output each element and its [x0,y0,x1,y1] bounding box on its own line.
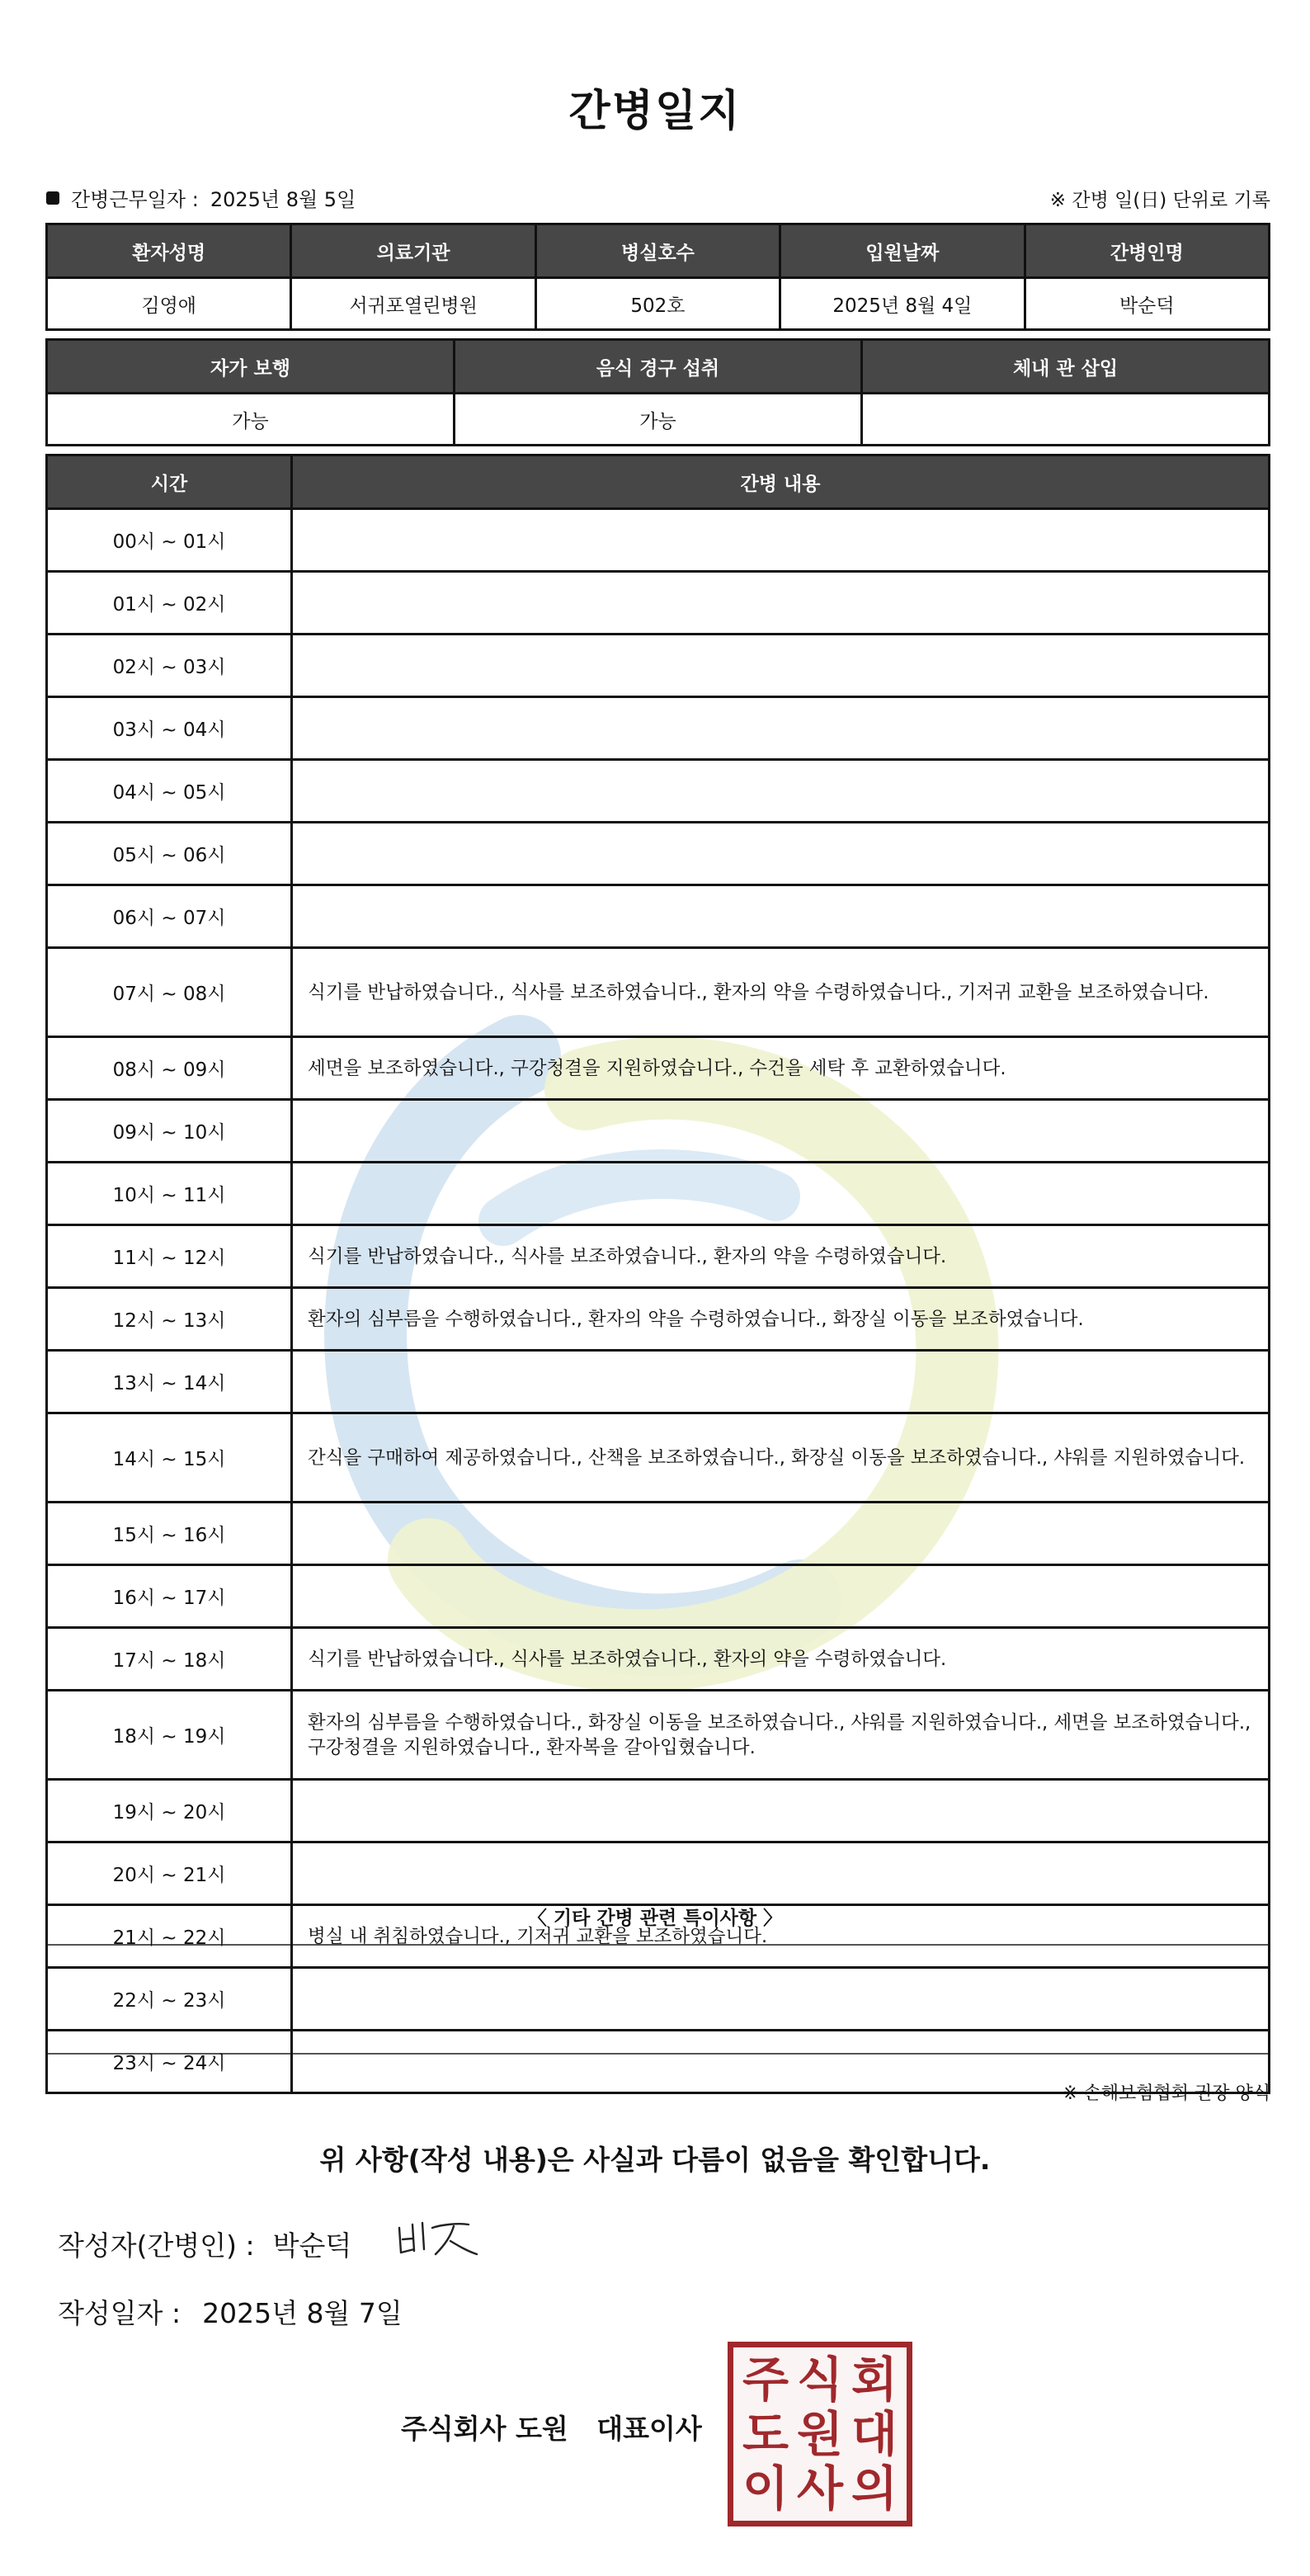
admission-date: 2025년 8월 4일 [780,278,1025,330]
care-log-content [292,1351,1270,1413]
care-log-content [292,1100,1270,1163]
care-log-row [47,697,1270,760]
care-log-time: 22시 ~ 23시 [47,1968,292,2031]
seal-character: 회 [851,2352,898,2408]
care-log-time: 18시 ~ 19시 [47,1691,292,1780]
care-log-time: 16시 ~ 17시 [47,1565,292,1628]
seal-character: 이 [742,2460,789,2517]
header-time: 시간 [47,455,292,509]
care-log-row [47,1565,1270,1628]
header-room: 병실호수 [535,224,780,278]
care-log-time: 04시 ~ 05시 [47,760,292,823]
seal-character: 사 [796,2460,844,2517]
care-log-row [47,1100,1270,1163]
patient-info-table [45,223,1270,331]
care-log-row [47,635,1270,697]
care-log-row [47,760,1270,823]
patient-header-row [47,224,1270,278]
care-log-time: 11시 ~ 12시 [47,1225,292,1288]
care-log-body [47,509,1270,2093]
care-log-row [47,1413,1270,1503]
care-log-time: 01시 ~ 02시 [47,572,292,635]
writer-label: 작성자(간병인) : [58,2229,255,2262]
seal-character: 주 [742,2352,789,2408]
care-log-row [47,572,1270,635]
header-caregiver-name: 간병인명 [1025,224,1269,278]
self-walking-value: 가능 [47,394,455,446]
care-log-time: 12시 ~ 13시 [47,1288,292,1351]
company-seal-stamp [728,2342,912,2526]
care-log-row [47,1288,1270,1351]
handwritten-signature [393,2216,483,2266]
company-representative: 주식회사 도원 대표이사 [401,2413,702,2445]
care-log-row [47,823,1270,885]
care-log-row [47,1842,1270,1905]
patient-value-row [47,278,1270,330]
care-log-time: 06시 ~ 07시 [47,885,292,948]
care-log-content [292,1565,1270,1628]
care-log-content [292,1503,1270,1565]
care-log-content: 환자의 심부름을 수행하였습니다., 화장실 이동을 보조하였습니다., 샤워를 지원하였습니다., 세면을 보조하였습니다., 구강청결을 지원하였습니다., 환자복을 갈아입혔습니다. [292,1691,1270,1780]
care-log-content [292,823,1270,885]
care-log-time: 20시 ~ 21시 [47,1842,292,1905]
care-log-content [292,697,1270,760]
care-log-row [47,1163,1270,1225]
care-log-content: 식기를 반납하였습니다., 식사를 보조하였습니다., 환자의 약을 수령하였습니다. [292,1225,1270,1288]
care-log-content: 세면을 보조하였습니다., 구강청결을 지원하였습니다., 수건을 세탁 후 교환하였습니다. [292,1037,1270,1100]
record-unit-note: ※ 간병 일(日) 단위로 기록 [1049,190,1270,211]
care-log-row [47,1968,1270,2031]
written-date-line [58,2292,403,2331]
care-log-row [47,1503,1270,1565]
care-log-content [292,760,1270,823]
care-log-time: 02시 ~ 03시 [47,635,292,697]
care-log-time: 21시 ~ 22시 [47,1905,292,1968]
ability-header-row [47,340,1270,394]
care-log-row [47,1691,1270,1780]
hospital-name: 서귀포열린병원 [291,278,535,330]
seal-character: 의 [851,2460,898,2517]
care-log-content [292,2031,1270,2093]
care-log-content: 병실 내 취침하였습니다., 기저귀 교환을 보조하였습니다. [292,1905,1270,1968]
care-log-time: 23시 ~ 24시 [47,2031,292,2093]
document-title: 간병일지 [568,87,742,136]
header-patient-name: 환자성명 [47,224,291,278]
care-log-content [292,1780,1270,1842]
care-log-time: 09시 ~ 10시 [47,1100,292,1163]
caregiver-name: 박순덕 [1025,278,1269,330]
work-date-value: 2025년 8월 5일 [210,188,356,211]
header-self-walking: 자가 보행 [47,340,455,394]
care-log-time: 10시 ~ 11시 [47,1163,292,1225]
header-care-content: 간병 내용 [292,455,1270,509]
written-date-label: 작성일자 : [58,2297,181,2329]
care-log-row [47,948,1270,1037]
care-log-content [292,635,1270,697]
care-log-time: 19시 ~ 20시 [47,1780,292,1842]
care-log-row [47,1225,1270,1288]
care-log-row [47,1628,1270,1691]
care-log-time: 00시 ~ 01시 [47,509,292,572]
care-log-time: 17시 ~ 18시 [47,1628,292,1691]
writer-line [58,2225,351,2263]
care-log-time: 14시 ~ 15시 [47,1413,292,1503]
care-log-time: 08시 ~ 09시 [47,1037,292,1100]
remarks-title: 〈 기타 간병 관련 특이사항 〉 [527,1908,783,1929]
care-log-row [47,2031,1270,2093]
header-tube-insertion: 체내 관 삽입 [862,340,1270,394]
care-log-content [292,1968,1270,2031]
care-log-row [47,1351,1270,1413]
care-log-time: 15시 ~ 16시 [47,1503,292,1565]
seal-character: 원 [796,2406,844,2462]
header-admission-date: 입원날짜 [780,224,1025,278]
oral-intake-value: 가능 [455,394,862,446]
written-date-value: 2025년 8월 7일 [202,2297,403,2329]
care-log-time: 03시 ~ 04시 [47,697,292,760]
association-note: ※ 손해보험협회 권장 양식 [1063,2083,1270,2104]
seal-character: 도 [742,2406,789,2462]
writer-name: 박순덕 [272,2229,352,2262]
care-log-row [47,1905,1270,1968]
square-bullet-icon [46,191,59,205]
care-log-content [292,1842,1270,1905]
care-log-content [292,509,1270,572]
care-log-content: 식기를 반납하였습니다., 식사를 보조하였습니다., 환자의 약을 수령하였습니다. [292,1628,1270,1691]
care-log-time: 05시 ~ 06시 [47,823,292,885]
confirmation-statement: 위 사항(작성 내용)은 사실과 다름이 없음을 확인합니다. [319,2144,991,2176]
header-oral-intake: 음식 경구 섭취 [455,340,862,394]
header-hospital: 의료기관 [291,224,535,278]
care-log-content: 환자의 심부름을 수행하였습니다., 환자의 약을 수령하였습니다., 화장실 이동을 보조하였습니다. [292,1288,1270,1351]
tube-insertion-value [862,394,1270,446]
room-number: 502호 [535,278,780,330]
seal-character: 대 [851,2406,898,2462]
care-log-content [292,572,1270,635]
care-log-content: 식기를 반납하였습니다., 식사를 보조하였습니다., 환자의 약을 수령하였습니다., 기저귀 교환을 보조하였습니다. [292,948,1270,1037]
care-log-content [292,885,1270,948]
care-log-row [47,1780,1270,1842]
care-log-content [292,1163,1270,1225]
care-log-row [47,885,1270,948]
work-date [46,183,356,212]
care-log-row [47,1037,1270,1100]
care-log-time: 13시 ~ 14시 [47,1351,292,1413]
care-log-table [45,454,1270,2094]
seal-character: 식 [796,2352,844,2408]
work-date-label: 간병근무일자 : [71,188,199,211]
care-log-header-row [47,455,1270,509]
patient-name: 김영애 [47,278,291,330]
seal-characters [738,2352,902,2516]
ability-value-row [47,394,1270,446]
patient-ability-table [45,338,1270,446]
care-log-time: 07시 ~ 08시 [47,948,292,1037]
care-log-row [47,509,1270,572]
care-log-content: 간식을 구매하여 제공하였습니다., 산책을 보조하였습니다., 화장실 이동을 보조하였습니다., 샤워를 지원하였습니다. [292,1413,1270,1503]
